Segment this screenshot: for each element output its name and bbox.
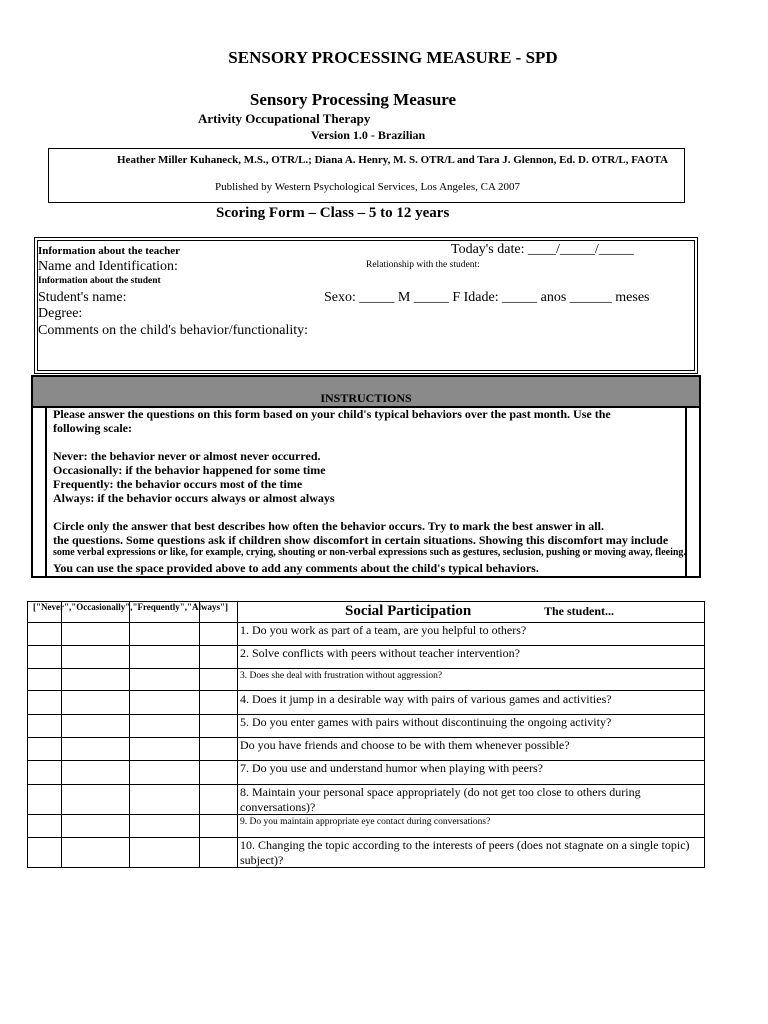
student-info-heading: Information about the student <box>38 276 161 286</box>
question-item: 4. Does it jump in a desirable way with pairs of various games and activities? <box>240 692 612 706</box>
publisher-line: Published by Western Psychological Services, Los Angeles, CA 2007 <box>215 181 521 193</box>
sex-age-field[interactable]: Sexo: _____ M _____ F Idade: _____ anos ______ meses <box>324 290 650 305</box>
social-participation-table <box>27 601 705 868</box>
comments-field[interactable]: Comments on the child's behavior/functionality: <box>38 323 309 338</box>
degree-field[interactable]: Degree: <box>38 306 83 321</box>
instructions-box <box>31 375 701 578</box>
teacher-info-heading: Information about the teacher <box>38 245 181 257</box>
instructions-title: INSTRUCTIONS <box>320 391 412 405</box>
name-id-field[interactable]: Name and Identification: <box>38 259 178 274</box>
instruction-line: Always: if the behavior occurs always or almost always <box>53 491 335 505</box>
question-item: 3. Does she deal with frustration without aggression? <box>240 671 443 681</box>
info-box <box>34 237 698 374</box>
instruction-line: Circle only the answer that best describes how often the behavior occurs. Try to mark the best answer in all. <box>53 519 604 533</box>
question-item: 8. Maintain your personal space appropriately (do not get too close to others during conversations)? <box>240 785 641 814</box>
version-line: Version 1.0 - Brazilian <box>311 128 426 142</box>
question-item: 10. Changing the topic according to the interests of peers (does not stagnate on a single topic) subject)? <box>240 838 690 867</box>
question-item: 2. Solve conflicts with peers without teacher intervention? <box>240 646 520 660</box>
instructions-header <box>33 377 699 408</box>
student-name-field[interactable]: Student's name: <box>38 290 127 305</box>
instruction-line: Please answer the questions on this form based on your child's typical behaviors over the past month. Use the <box>53 407 611 421</box>
scoring-form-title: Scoring Form – Class – 5 to 12 years <box>216 205 450 221</box>
question-item: 9. Do you maintain appropriate eye contact during conversations? <box>240 817 491 827</box>
question-item: 5. Do you enter games with pairs without discontinuing the ongoing activity? <box>240 715 612 729</box>
instruction-line: Frequently: the behavior occurs most of the time <box>53 477 303 491</box>
section-title: Social Participation <box>345 603 472 619</box>
question-item: Do you have friends and choose to be with them whenever possible? <box>240 738 570 752</box>
question-item: 7. Do you use and understand humor when playing with peers? <box>240 761 543 775</box>
instruction-line: Occasionally: if the behavior happened for some time <box>53 463 326 477</box>
instruction-line: the questions. Some questions ask if children show discomfort in certain situations. Showing this discomfort may include <box>53 533 669 547</box>
scale-labels: ["Never","Occasionally","Frequently","Always"] <box>33 602 229 612</box>
question-item: 1. Do you work as part of a team, are you helpful to others? <box>240 623 527 637</box>
authors-line: Heather Miller Kuhaneck, M.S., OTR/L.; Diana A. Henry, M. S. OTR/L and Tara J. Glennon, Ed. D. OTR/L, FAOTA <box>117 154 669 166</box>
relationship-field[interactable]: Relationship with the student: <box>366 260 480 270</box>
document-subtitle: Sensory Processing Measure <box>249 90 457 109</box>
instruction-line: following scale: <box>53 421 132 435</box>
instructions-body <box>45 406 687 576</box>
instruction-line: Never: the behavior never or almost never occurred. <box>53 449 321 463</box>
instruction-line: some verbal expressions or like, for example, crying, shouting or non-verbal expressions such as gestures, seclusion, pushing or moving away, fleeing. <box>53 547 686 558</box>
info-box-inner <box>37 240 695 371</box>
todays-date-field[interactable]: Today's date: ____/_____/_____ <box>451 242 634 257</box>
activity-line: Artivity Occupational Therapy <box>198 111 371 126</box>
student-label: The student... <box>544 604 615 618</box>
instruction-line: You can use the space provided above to add any comments about the child's typical behaviors. <box>53 561 539 575</box>
document-title: SENSORY PROCESSING MEASURE - SPD <box>228 48 558 67</box>
authors-box <box>48 148 685 203</box>
